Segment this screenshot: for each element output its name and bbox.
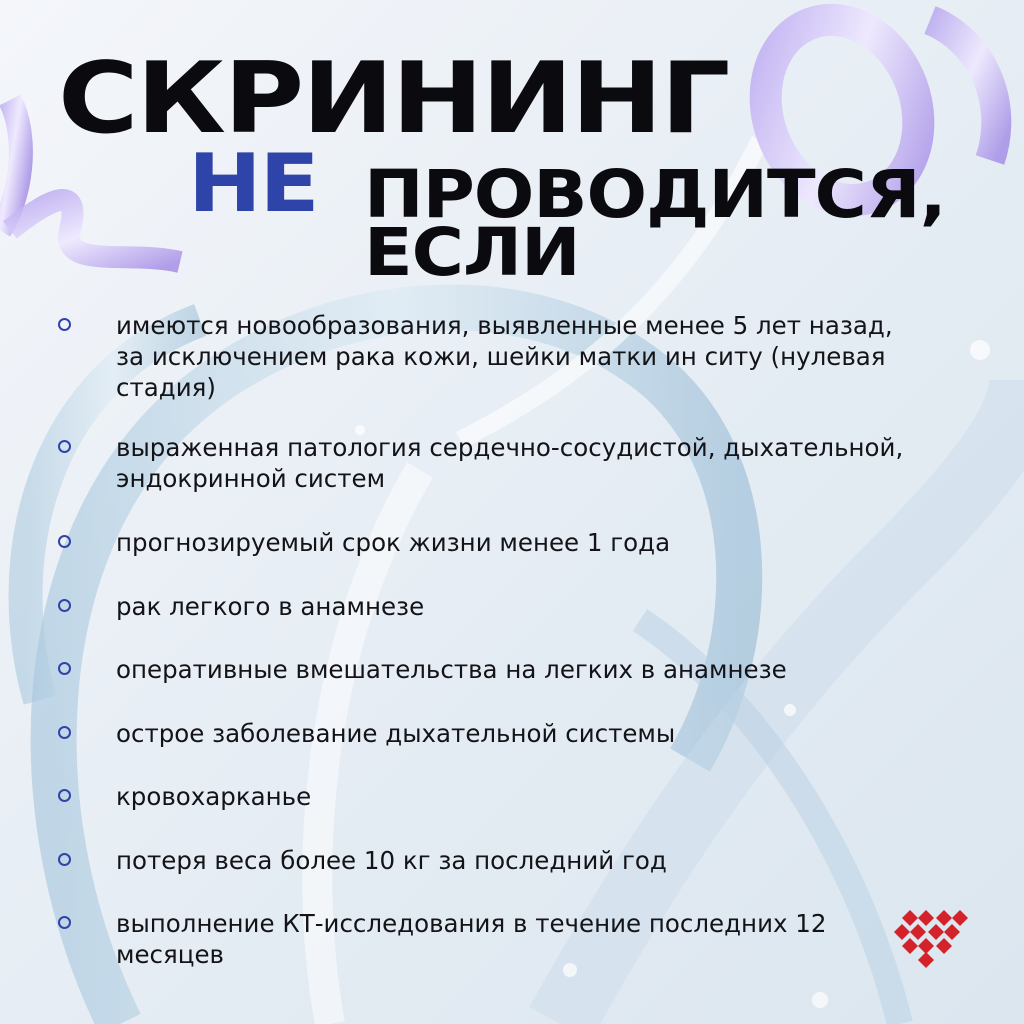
list-item-text: потеря веса более 10 кг за последний год — [116, 846, 667, 875]
title-line-1: СКРИНИНГ — [58, 42, 729, 156]
list-item-text: прогнозируемый срок жизни менее 1 года — [116, 528, 671, 557]
list-item-text: имеются новообразования, выявленные менее 5 лет назад, за исключением рака кожи, шейки матки ин ситу (нулевая стадия) — [116, 311, 893, 402]
circle-outline-icon — [58, 535, 71, 548]
list-item-text: кровохарканье — [116, 782, 312, 811]
circle-outline-icon — [58, 853, 71, 866]
circle-outline-icon — [58, 789, 71, 802]
circle-outline-icon — [58, 662, 71, 675]
title-line-2: ПРОВОДИТСЯ, — [364, 156, 946, 233]
list-item-text: рак легкого в анамнезе — [116, 592, 425, 621]
circle-outline-icon — [58, 440, 71, 453]
list-item-text: оперативные вмешательства на легких в анамнезе — [116, 655, 787, 684]
title-ne: НЕ — [188, 137, 318, 230]
heart-logo-icon — [892, 906, 970, 970]
list-item-text: острое заболевание дыхательной системы — [116, 719, 676, 748]
circle-outline-icon — [58, 318, 71, 331]
circle-outline-icon — [58, 599, 71, 612]
circle-outline-icon — [58, 916, 71, 929]
list-item-text: выраженная патология сердечно-сосудистой, дыхательной, эндокринной систем — [116, 433, 904, 493]
list-item-text: выполнение КТ-исследования в течение последних 12 месяцев — [116, 909, 827, 969]
title-line-3: ЕСЛИ — [364, 214, 580, 291]
circle-outline-icon — [58, 726, 71, 739]
